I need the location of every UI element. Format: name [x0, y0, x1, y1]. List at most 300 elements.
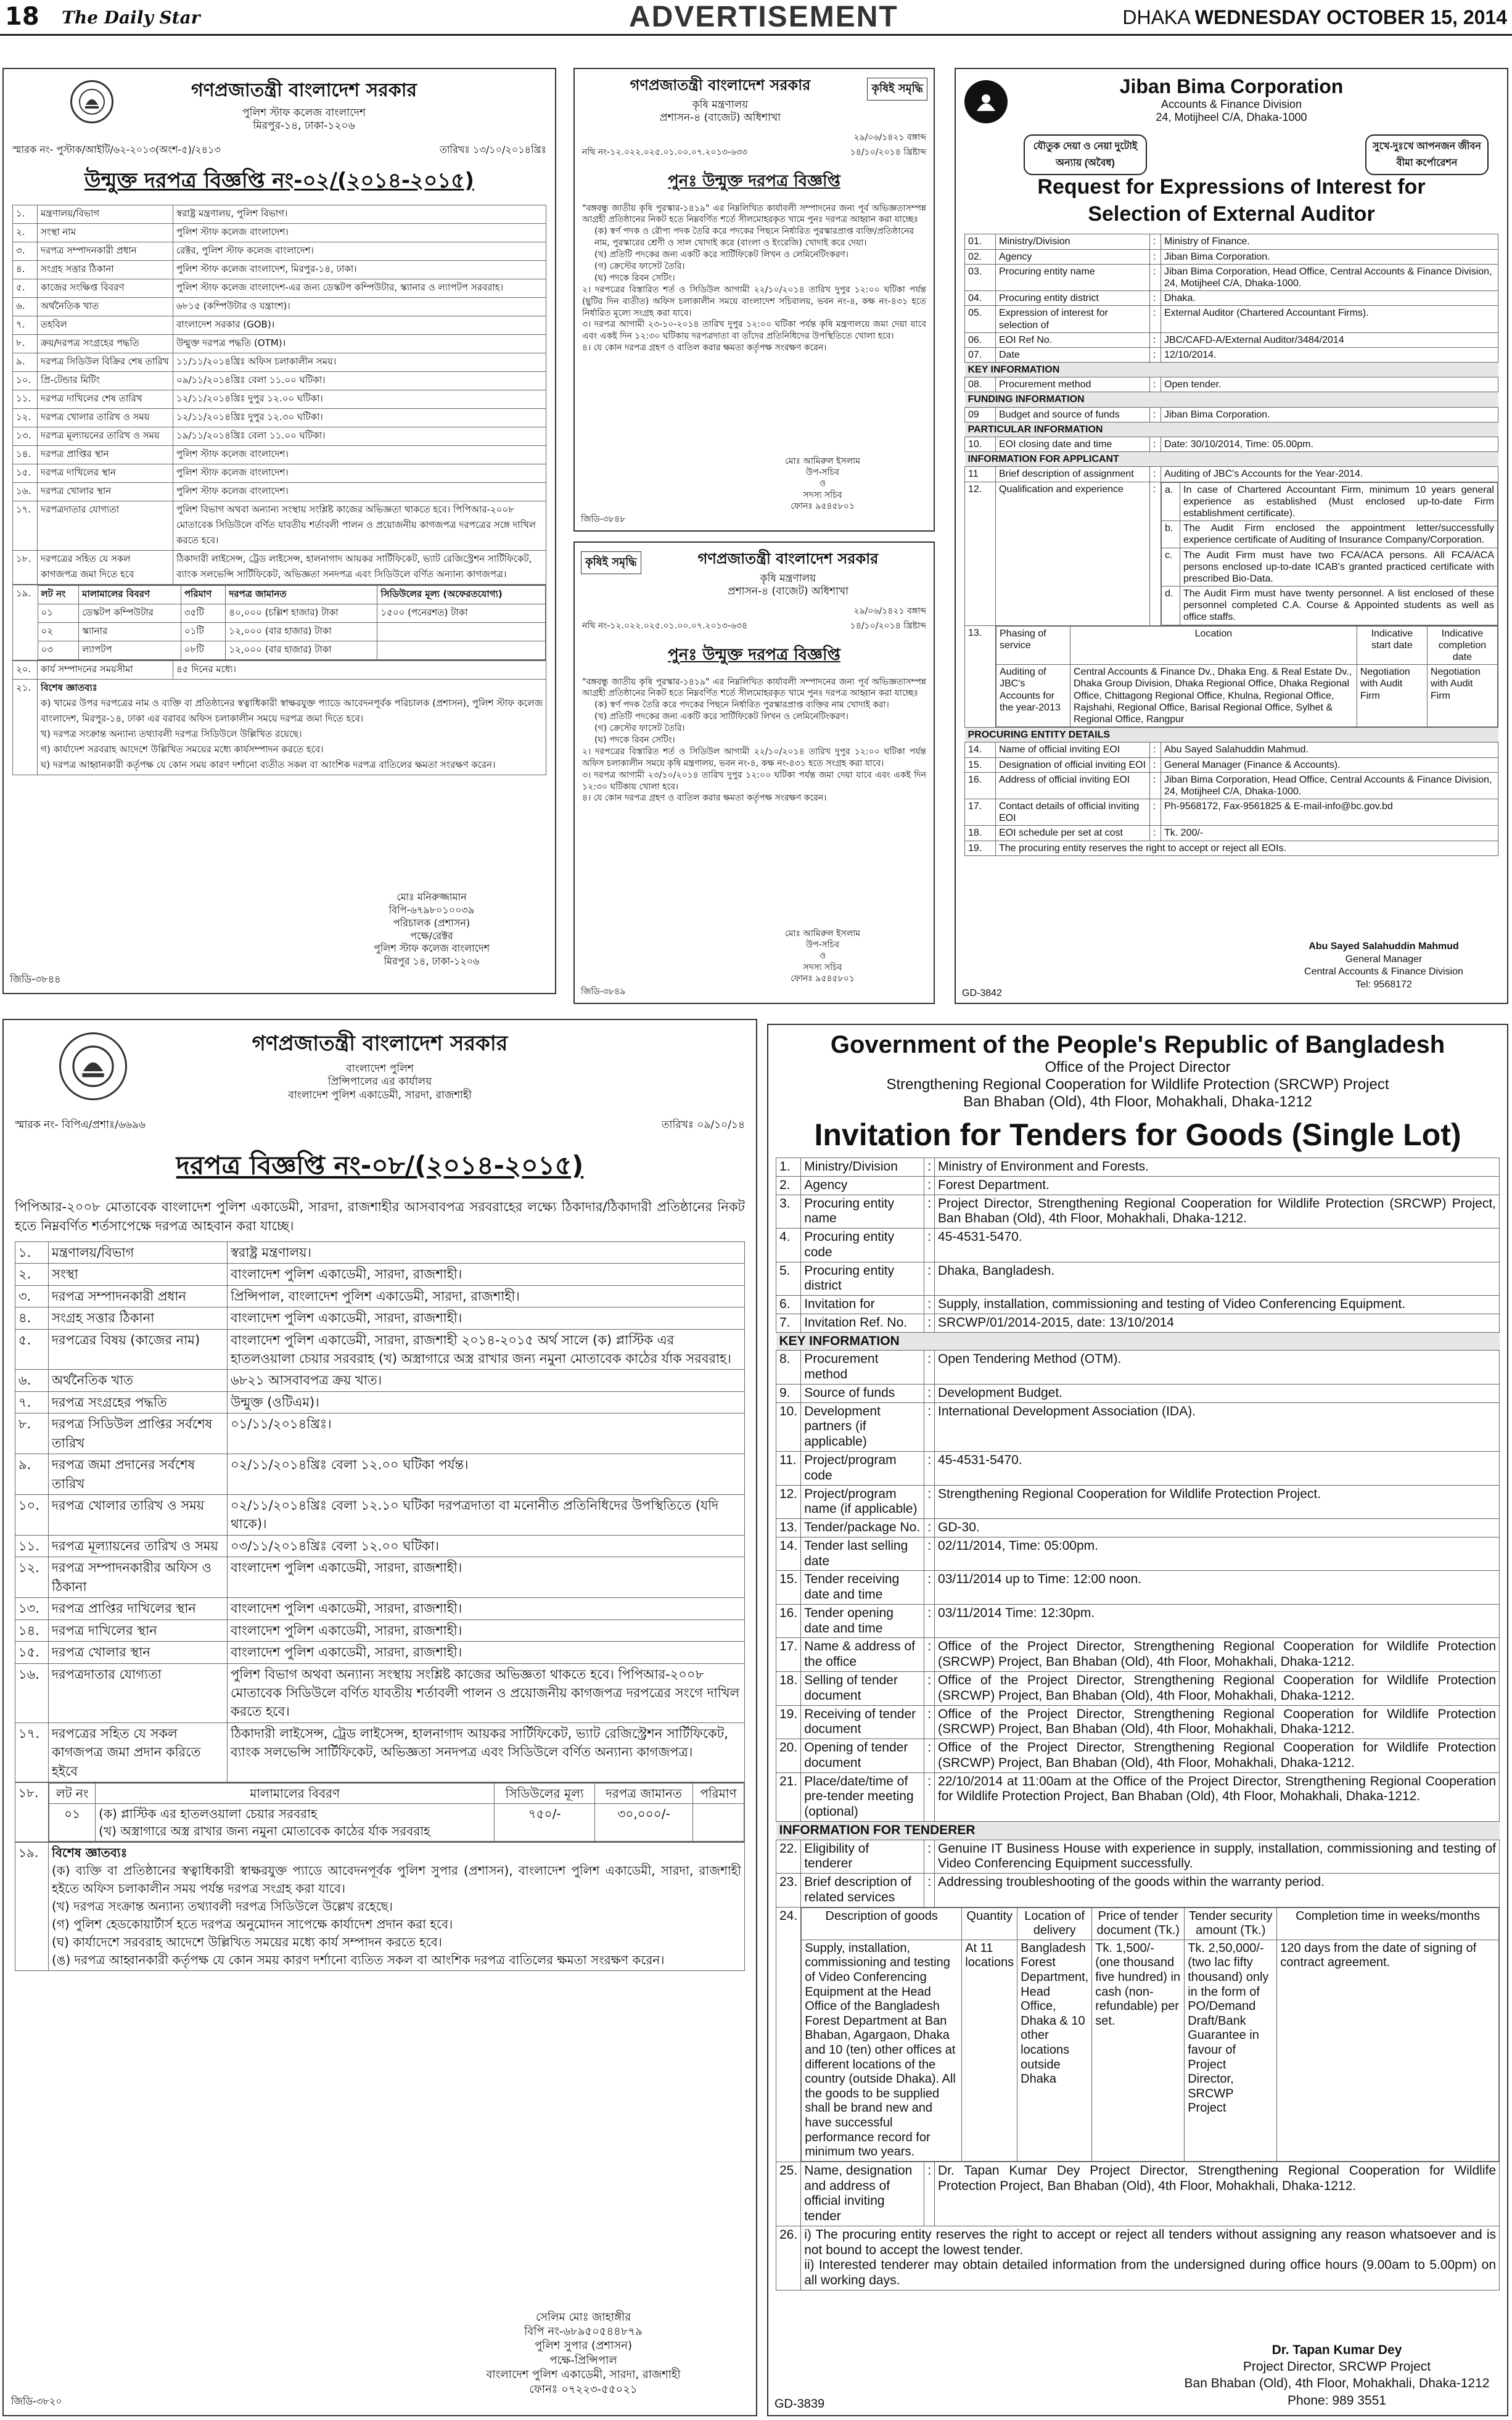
lot-cell: ১২,০০০ (বার হাজার) টাকা [226, 622, 377, 641]
table-row [15, 1391, 745, 1413]
lot-cell [96, 1804, 495, 1842]
row-colon: : [924, 1537, 935, 1571]
lot-table [12, 585, 546, 661]
row-label: মন্ত্রণালয়/বিভাগ [38, 205, 173, 223]
note-item: খ) দরপত্র সংক্রান্ত অন্যান্য তথ্যাবলী দরপত্র সিডিউলে উল্লিখিত রয়েছে। [41, 728, 302, 739]
table-row [965, 826, 1498, 841]
office-address: Ban Bhaban (Old), 4th Floor, Mohakhali, Dhaka-1212 [963, 1093, 1312, 1110]
row-number: ১০. [13, 371, 38, 390]
dateline [1122, 6, 1507, 29]
ad-code: জিডি-৩৮৪৮ [581, 514, 626, 524]
row-colon: : [1150, 757, 1161, 772]
row-value: Office of the Project Director, Strengthening Regional Cooperation for Wildlife Protection (SRCWP) Project, Ban Bhaban (Old), 4th Floor, Mohakhali, Dhaka-1212. [935, 1638, 1500, 1672]
row-number: ৭. [15, 1391, 49, 1413]
govt-emblem-icon [59, 1032, 127, 1100]
row-label: দরপত্র দাখিলের শেষ তারিখ [38, 390, 173, 408]
memo-date: তারিখঃ ১৩/১০/২০১৪খ্রিঃ [439, 143, 546, 155]
row-number: ২০. [13, 661, 38, 679]
lot-header-cell: লট নং [49, 1784, 96, 1804]
term-item: ii) Interested tenderer may obtain detailed information from the undersigned during office hours (9.00am to 5.00pm) on all working days. [804, 2258, 1496, 2288]
lot-header-cell: পরিমাণ [181, 585, 226, 604]
table-row [15, 1642, 745, 1663]
row-number: ২. [15, 1264, 49, 1285]
ref-line [582, 145, 926, 160]
section-heading-row [776, 1821, 1500, 1840]
table-row [776, 1176, 1500, 1195]
row-number: ১৬. [15, 1663, 49, 1722]
notice-title: উন্মুক্ত দরপত্র বিজ্ঞপ্তি নং-০২/(২০১৪-২০১৫) [84, 168, 474, 193]
ad-srcwp-tender [767, 1024, 1508, 2416]
lot-cell [377, 622, 546, 641]
tender-table [776, 1158, 1500, 2290]
row-value: ১২/১১/২০১৪খ্রিঃ দুপুর ১২.০০ ঘটিকা। [173, 390, 546, 408]
govt-name: Government of the People's Republic of Bangladesh [830, 1031, 1445, 1058]
row-colon: : [924, 1638, 935, 1672]
row-label: মন্ত্রণালয়/বিভাগ [49, 1241, 228, 1263]
row-number: ১. [13, 205, 38, 223]
row-number: 18. [965, 826, 996, 841]
lot-cell: ০১টি [181, 622, 226, 641]
signature-line: মিরপুর ১৪, ঢাকা-১২০৬ [384, 955, 480, 968]
paragraph: ৪। যে কোন দরপত্র গ্রহণ ও বাতিল করার ক্ষমতা কর্তৃপক্ষ সংরক্ষণ করেন। [582, 343, 827, 353]
ad-code: জিডি-৩৮৪৪ [10, 973, 61, 985]
row-value: ০২/১১/২০১৪খ্রিঃ বেলা ১২.১০ ঘটিকা দরপত্রদাতা বা মনোনীত প্রতিনিধিদের উপস্থিতিতে (যদি থাকে)। [228, 1495, 745, 1536]
ad-header [776, 1031, 1500, 1111]
row-label: Procuring entity district [801, 1262, 924, 1296]
list-item: (খ) প্রতিটি পদকের জন্য একটি করে সার্টিফিকেট লিখন ও লেমিনেটিংকরণ। [594, 250, 848, 260]
signature-line: Tel: 9568172 [1355, 979, 1412, 990]
ad-header [964, 75, 1498, 124]
signature-line: উপ-সচিব [805, 467, 840, 478]
row-label: দরপত্র সম্পাদনকারী প্রধান [38, 242, 173, 260]
ref-line [582, 619, 926, 633]
row-label: দরপত্রদাতার যোগ্যতা [38, 501, 173, 550]
row-colon: : [924, 2162, 935, 2226]
slogan-badge: কৃষিই সমৃদ্ধি [581, 551, 641, 574]
office-name: প্রিন্সিপালের এর কার্যালয় [327, 1076, 432, 1089]
row-number: ৩. [13, 242, 38, 260]
row-value: Ph-9568172, Fax-9561825 & E-mail-info@bc.gov.bd [1161, 799, 1498, 826]
table-row [965, 625, 1498, 728]
signature-line: সেলিম মোঃ জাহাঙ্গীর [535, 2310, 631, 2324]
row-number: 26. [776, 2226, 801, 2290]
qualification-text: The Audit Firm must have two FCA/ACA persons. All FCA/ACA persons enclosed up-to-date ICAB's granted practiced certificate with prescribed Bio-Data. [1180, 548, 1498, 586]
notes-list [52, 1862, 741, 1969]
row-number: ১১. [15, 1535, 49, 1557]
table-row [15, 1722, 745, 1782]
row-label: দরপত্রের সহিত যে সকল কাগজপত্র জমা প্রদান করিতে হইবে [49, 1722, 228, 1782]
row-value: Project Director, Strengthening Regional Cooperation for Wildlife Protection (SRCWP) Project, Ban Bhaban (Old), 4th Floor, Mohakhali, Dhaka-1212. [935, 1195, 1500, 1229]
row-colon: : [924, 1772, 935, 1821]
org-address: 24, Motijheel C/A, Dhaka-1000 [1156, 111, 1307, 123]
row-value: রেক্টর, পুলিশ স্টাফ কলেজ বাংলাদেশ। [173, 242, 546, 260]
row-value: Ministry of Finance. [1161, 234, 1498, 249]
row-number: 14. [965, 743, 996, 757]
ad-header [582, 74, 858, 125]
lot-table [15, 1782, 745, 1842]
table-row [15, 1620, 745, 1641]
row-value: বাংলাদেশ পুলিশ একাডেমী, সারদা, রাজশাহী। [228, 1264, 745, 1285]
table-row [13, 464, 546, 482]
goods-head: Description of goods [802, 1908, 962, 1940]
row-value: GD-30. [935, 1519, 1500, 1537]
row-number: 16. [776, 1604, 801, 1638]
date-gregorian: ১৪/১০/২০১৪ খ্রিষ্টাব্দ [850, 147, 926, 157]
row-value: পুলিশ স্টাফ কলেজ বাংলাদেশ, মিরপুর-১৪, ঢাকা। [173, 260, 546, 279]
signature-line: মোঃ আমিরুল ইসলাম [785, 929, 860, 939]
notice-table-tail [12, 661, 546, 775]
row-colon: : [924, 1229, 935, 1262]
row-colon: : [924, 1158, 935, 1177]
phasing-row [996, 665, 1498, 727]
row-number: 15. [776, 1571, 801, 1605]
academy-address: বাংলাদেশ পুলিশ একাডেমী, সারদা, রাজশাহী [288, 1089, 472, 1101]
list-item: (ক) স্বর্ণ পদক তৈরি করে পদকের পিছনে নির্ধারিত পুরস্কারপ্রাপ্ত ব্যক্তির নাম খোদাই করা। [594, 700, 889, 710]
notice-table [12, 205, 546, 585]
row-colon: : [1150, 249, 1161, 264]
row-number: ১৭. [13, 501, 38, 550]
row-value: ১১/১১/২০১৪খ্রিঃ অফিস চলাকালীন সময়। [173, 353, 546, 371]
goods-head: Completion time in weeks/months [1277, 1908, 1499, 1940]
row-label: Tender receiving date and time [801, 1571, 924, 1605]
row-colon: : [924, 1705, 935, 1739]
row-value: Office of the Project Director, Strengthening Regional Cooperation for Wildlife Protection (SRCWP) Project, Ban Bhaban (Old), 4th Floor, Mohakhali, Dhaka-1212. [935, 1739, 1500, 1773]
row-colon: : [924, 1874, 935, 1908]
row-label: Name, designation and address of official inviting tender [801, 2162, 924, 2226]
row-label: তহবিল [38, 316, 173, 334]
terms-block [801, 2226, 1500, 2290]
notice-title: Request for Expressions of Interest for Selection of External Auditor [1037, 175, 1426, 226]
row-label: প্রি-টেন্ডার মিটিং [38, 371, 173, 390]
notes-title: বিশেষ জ্ঞাতব্যঃ [41, 681, 97, 693]
govt-name: গণপ্রজাতন্ত্রী বাংলাদেশ সরকার [191, 80, 417, 101]
lot-cell: ০১ [49, 1804, 96, 1842]
table-row [13, 297, 546, 316]
lot-subtable [49, 1783, 744, 1842]
table-row [13, 550, 546, 584]
row-label: Project/program name (if applicable) [801, 1485, 924, 1519]
row-number: 12. [965, 482, 996, 625]
row-label: সংস্থা [49, 1264, 228, 1285]
row-label: Budget and source of funds [996, 407, 1150, 422]
org-address: মিরপুর-১৪, ঢাকা-১২০৬ [253, 120, 355, 133]
lot-cell: ০৮টি [181, 641, 226, 659]
eoi-table [964, 234, 1498, 855]
paragraph: ৩। দরপত্র আগামী ২৩/১০/২০১৪ তারিখ দুপুর ১২:০০ ঘটিকা পর্যন্ত জমা দেয়া যাবে এবং একই দিন ১২:৩০ ঘটিকায় খোলা হবে। [582, 770, 926, 792]
table-row [15, 1370, 745, 1391]
section-heading-row [965, 392, 1498, 407]
row-number: ৮. [13, 334, 38, 353]
table-row [965, 437, 1498, 452]
row-label: দরপত্র জমা প্রদানের সর্বশেষ তারিখ [49, 1454, 228, 1495]
row-label: Name of official inviting EOI [996, 743, 1150, 757]
row-number: 13. [776, 1519, 801, 1537]
table-row [776, 1384, 1500, 1402]
row-number: ১৪. [15, 1620, 49, 1641]
qualification-text: The Audit Firm must have twenty personnel. A list enclosed of these personnel completed C.A. Course & Appointed students as well as office staffs. [1180, 586, 1498, 625]
row-label: Project/program code [801, 1452, 924, 1486]
table-row [965, 407, 1498, 422]
ref-line [15, 1117, 745, 1134]
table-row [965, 841, 1498, 855]
row-label: Place/date/time of pre-tender meeting (optional) [801, 1772, 924, 1821]
row-number: 25. [776, 2162, 801, 2226]
row-value: 45-4531-5470. [935, 1229, 1500, 1262]
row-value: 03/11/2014 up to Time: 12:00 noon. [935, 1571, 1500, 1605]
row-number: 13. [965, 625, 996, 728]
note-item: ক) খামের উপর দরপত্রের নাম ও ব্যক্তি বা প্রতিষ্ঠানের স্বত্বাধিকারী স্বাক্ষরযুক্ত প্যাডে আবেদনপূর্বক পরিচালক (প্রশাসন), পুলিশ স্টাফ কলেজ বাংলাদেশ, মিরপুর-১৪, ঢাকা এর বরাবর অফিস চলাকালীন সময়ে দরপত্র জমা দিতে হবে। [41, 697, 543, 724]
row-label: Opening of tender document [801, 1739, 924, 1773]
row-value: ৪৫ দিনের মধ্যে। [173, 661, 546, 679]
row-value: বাংলাদেশ পুলিশ একাডেমী, সারদা, রাজশাহী। [228, 1598, 745, 1620]
note-item: গ) কার্যাদেশ সরবরাহ আদেশে উল্লিখিত সময়ের মধ্যে কার্যসম্পাদন করতে হবে। [41, 743, 324, 755]
row-number: ১৭. [15, 1722, 49, 1782]
section-name: প্রশাসন-৪ (বাজেট) অধিশাখা [727, 585, 849, 598]
row-value: Jiban Bima Corporation, Head Office, Central Accounts & Finance Division, 24, Motijheel C/A, Dhaka-1000. [1161, 264, 1498, 290]
table-row [776, 1158, 1500, 1177]
row-number: 01. [965, 234, 996, 249]
row-value: Abu Sayed Salahuddin Mahmud. [1161, 743, 1498, 757]
memo-number: স্মারক নং- পুস্টাক/আইটি/৬২-২০১৩(অংশ-৫)/২৪১৩ [12, 143, 221, 155]
dateline-date: WEDNESDAY OCTOBER 15, 2014 [1194, 6, 1507, 28]
row-value: বাংলাদেশ পুলিশ একাডেমী, সারদা, রাজশাহী ২০১৪-২০১৫ অর্থ সালে (ক) প্লাস্টিক এর হাতলওয়ালা চেয়ার সরবরাহ (খ) অস্ত্রাগারে অস্ত্র রাখার জন্য নমুনা মোতাবেক কাঠের র্যাক সরবরাহ। [228, 1329, 745, 1370]
row-number: 11 [965, 467, 996, 482]
note-item: (ক) ব্যক্তি বা প্রতিষ্ঠানের স্বত্বাধিকারী স্বাক্ষরযুক্ত প্যাডে আবেদনপূর্বক পুলিশ সুপার (প্রশাসন), বাংলাদেশ পুলিশ একাডেমী, সারদা, রাজশাহী হইতে অফিস চলাকালীন সময় পর্যন্ত দরপত্র সংগ্রহ করা যাবে। [52, 1863, 741, 1896]
row-number: ৮. [15, 1414, 49, 1454]
row-value: ০১/১১/২০১৪খ্রিঃ। [228, 1414, 745, 1454]
row-colon: : [924, 1296, 935, 1314]
row-colon: : [924, 1840, 935, 1874]
row-number: 6. [776, 1296, 801, 1314]
table-row [13, 205, 546, 223]
table-row [776, 1638, 1500, 1672]
row-value: SRCWP/01/2014-2015, date: 13/10/2014 [935, 1314, 1500, 1332]
list-item: (ক) স্বর্ণ পদক ও রৌপ্য পদক তৈরি করে পদকের পিছনে নির্ধারিত পুরস্কারপ্রাপ্ত ব্যক্তি/প্রতিষ্ঠানের নাম, পুরস্কারের শ্রেণী ও সাল খোদাই করে (বাংলা ও ইংরেজি) খোদাই করে দেয়া। [594, 226, 914, 249]
row-value: ৬৮১৫ (কম্পিউটার ও যন্ত্রাংশ)। [173, 297, 546, 316]
goods-block [801, 1907, 1500, 2162]
ad-police-academy [2, 1019, 757, 2416]
section-title: ADVERTISEMENT [629, 1, 898, 33]
lot-cell: ৩৫টি [181, 604, 226, 622]
table-row [965, 306, 1498, 332]
row-label: Agency [996, 249, 1150, 264]
section-heading-row [965, 363, 1498, 377]
table-row [15, 1414, 745, 1454]
section-heading-row [965, 452, 1498, 467]
row-colon: : [924, 1571, 935, 1605]
row-label: Ministry/Division [996, 234, 1150, 249]
phasing-table [996, 626, 1498, 728]
row-label: দরপত্র খোলার স্থান [49, 1642, 228, 1663]
row-value: ০৩/১১/২০১৪খ্রিঃ বেলা ১২.০০ ঘটিকা। [228, 1535, 745, 1557]
paragraphs [582, 746, 926, 804]
row-number: ১৮. [13, 550, 38, 584]
table-row [13, 223, 546, 242]
row-value: বাংলাদেশ পুলিশ একাডেমী, সারদা, রাজশাহী। [228, 1307, 745, 1329]
table-row [776, 1485, 1500, 1519]
row-label: Receiving of tender document [801, 1705, 924, 1739]
row-value: ০৯/১১/২০১৪খ্রিঃ বেলা ১১.০০ ঘটিকা। [173, 371, 546, 390]
row-number: ১৬. [13, 482, 38, 501]
signature-line: বাংলাদেশ পুলিশ একাডেমী, সারদা, রাজশাহী [486, 2368, 681, 2382]
table-row [776, 1296, 1500, 1314]
qualification-letter: c. [1162, 548, 1180, 586]
goods-cell: Bangladesh Forest Department, Head Office, Dhaka & 10 other locations outside Dhaka [1017, 1940, 1092, 2161]
row-colon: : [924, 1384, 935, 1402]
row-number: ১০. [15, 1495, 49, 1536]
lot-cell [693, 1804, 744, 1842]
row-number: 20. [776, 1739, 801, 1773]
row-number: 7. [776, 1314, 801, 1332]
table-row [13, 353, 546, 371]
intro-text: পিপিআর-২০০৮ মোতাবেক বাংলাদেশ পুলিশ একাডেমী, সারদা, রাজশাহীর আসবাবপত্র সরবরাহের লক্ষ্যে ঠিকাদার/ঠিকাদারী প্রতিষ্ঠানের নিকট হতে নিম্নবর্ণিত শর্তসাপেক্ষে দরপত্র আহবান করা যাচ্ছে। [15, 1199, 745, 1234]
table-row [776, 1519, 1500, 1537]
row-number: 14. [776, 1537, 801, 1571]
row-number: 18. [776, 1671, 801, 1705]
row-value: পুলিশ স্টাফ কলেজ বাংলাদেশ-এর জন্য ডেস্কটপ কম্পিউটার, স্ক্যানার ও ল্যাপটপ সরবরাহ। [173, 279, 546, 297]
row-value: প্রিন্সিপাল, বাংলাদেশ পুলিশ একাডেমী, সারদা, রাজশাহী। [228, 1285, 745, 1307]
note-item: (খ) দরপত্র সংক্রান্ত অন্যান্য তথ্যাবলী দরপত্র সিডিউলে উল্লেখ রহেছে। [52, 1899, 393, 1914]
table-row [965, 772, 1498, 799]
qualification-row [1162, 521, 1498, 548]
table-row [13, 334, 546, 353]
row-value: Dhaka. [1161, 291, 1498, 306]
row-number: ১২. [15, 1557, 49, 1598]
row-label: কাজের সংক্ষিপ্ত বিবরণ [38, 279, 173, 297]
table-row [776, 1351, 1500, 1385]
row-number: 08. [965, 377, 996, 392]
signature-line: ও [819, 479, 826, 489]
org-name: পুলিশ স্টাফ কলেজ বাংলাদেশ [242, 107, 366, 119]
ad-header [650, 548, 926, 599]
signature-line: পুলিশ সুপার (প্রশাসন) [534, 2339, 633, 2353]
memo-date: তারিখঃ ০৯/১০/১৪ [661, 1118, 745, 1131]
row-value: স্বরাষ্ট্র মন্ত্রণালয়, পুলিশ বিভাগ। [173, 205, 546, 223]
notes-list [41, 696, 543, 773]
signature-line: Abu Sayed Salahuddin Mahmud [1309, 940, 1459, 952]
row-value: Open Tendering Method (OTM). [935, 1351, 1500, 1385]
govt-name: গণপ্রজাতন্ত্রী বাংলাদেশ সরকার [252, 1031, 508, 1056]
table-row [776, 1705, 1500, 1739]
row-number: 21. [776, 1772, 801, 1821]
lot-cell: ১২,০০০ (বার হাজার) টাকা [226, 641, 377, 659]
row-value: Open tender. [1161, 377, 1498, 392]
table-row [13, 445, 546, 464]
row-value: ০২/১১/২০১৪খ্রিঃ বেলা ১২.০০ ঘটিকা পর্যন্ত। [228, 1454, 745, 1495]
row-number: 23. [776, 1874, 801, 1908]
office-name: Office of the Project Director [1045, 1059, 1231, 1076]
lot-row [38, 604, 546, 622]
row-colon: : [1150, 264, 1161, 290]
row-value: Office of the Project Director, Strengthening Regional Cooperation for Wildlife Protection (SRCWP) Project, Ban Bhaban (Old), 4th Floor, Mohakhali, Dhaka-1212. [935, 1705, 1500, 1739]
row-number: 19. [965, 841, 996, 855]
row-number: ৫. [15, 1329, 49, 1370]
table-row [15, 1264, 745, 1285]
phasing-head: Indicative start date [1357, 626, 1427, 665]
row-value: বাংলাদেশ সরকার (GOB)। [173, 316, 546, 334]
row-number: 3. [776, 1195, 801, 1229]
row-colon: : [924, 1176, 935, 1195]
row-label: Ministry/Division [801, 1158, 924, 1177]
row-value: Forest Department. [935, 1176, 1500, 1195]
row-label: EOI schedule per set at cost [996, 826, 1150, 841]
lot-row-number: ১৯. [13, 585, 38, 660]
row-value: পুলিশ বিভাগ অথবা অন্যান্য সংস্থায় সংশ্লিষ্ট কাজের অভিজ্ঞতা থাকতে হবে। পিপিআর-২০০৮ মোতাবেক সিডিউলে বর্ণিত যাবতীয় শর্তাবলী পালন ও প্রয়োজনীয় কাগজপত্র দরপত্রের সংগে দাখিল করতে হবে। [228, 1663, 745, 1722]
qualification-text: The Audit Firm enclosed the appointment letter/successfully experience certificate of Auditing of Insurance Company/Corporation. [1180, 521, 1498, 548]
signature-block [448, 2310, 719, 2397]
table-row [776, 1671, 1500, 1705]
row-label: Selling of tender document [801, 1671, 924, 1705]
table-row [965, 743, 1498, 757]
row-colon: : [924, 1402, 935, 1451]
items-list [594, 226, 926, 284]
row-number: ৫. [13, 279, 38, 297]
ref-line [12, 142, 546, 158]
signature-line: সদস্য সচিব [803, 490, 842, 500]
row-number: 04. [965, 291, 996, 306]
row-value: Jiban Bima Corporation. [1161, 249, 1498, 264]
section-heading-row [776, 1332, 1500, 1351]
signature-line: Dr. Tapan Kumar Dey [1272, 2342, 1402, 2357]
lot-header-cell: দরপত্র জামানত [595, 1784, 693, 1804]
table-row [15, 1535, 745, 1557]
table-row [15, 1557, 745, 1598]
row-label: অর্থনৈতিক খাত [49, 1370, 228, 1391]
row-label: অর্থনৈতিক খাত [38, 297, 173, 316]
qualification-table [1161, 482, 1498, 625]
slogan-right: সুখে-দুঃখে আপনজন জীবন বীমা কর্পোরেশন [1365, 134, 1489, 175]
row-number: ১৩. [15, 1598, 49, 1620]
row-colon: : [924, 1351, 935, 1385]
row-number: 17. [965, 799, 996, 826]
table-row [776, 1840, 1500, 1874]
signature-line: পুলিশ স্টাফ কলেজ বাংলাদেশ [373, 942, 490, 955]
phasing-location: Central Accounts & Finance Dv., Dhaka Eng. & Real Estate Dv., Dhaka Group Division, Dhaka Regional Office, Dhaka Regional Office, Chittagong Regional Office, Khulna, Regional Office, Rajshahi, Regional Office, Barisal Regional Office, Sylhet & Regional Office, Rangpur [1070, 665, 1357, 727]
division-name: Accounts & Finance Division [1161, 98, 1302, 110]
row-value: উন্মুক্ত দরপত্র পদ্ধতি (OTM)। [173, 334, 546, 353]
row-label: সংস্থা নাম [38, 223, 173, 242]
signature-line: পক্ষে-প্রিন্সিপাল [549, 2353, 617, 2367]
row-colon: : [1150, 306, 1161, 332]
table-row [13, 242, 546, 260]
lot-header-row [38, 585, 546, 604]
table-row [965, 467, 1498, 482]
signature-line: বিপি-৬৭৯৮০১০০৩৯ [388, 904, 475, 916]
org-name: বাংলাদেশ পুলিশ [346, 1063, 414, 1075]
qualification-letter: b. [1162, 521, 1180, 548]
file-number: নথি নং-১২.০২২.০২৫.০১.০০.০৭.২০১৩-৬৩৪ [582, 620, 748, 631]
row-number: ২. [13, 223, 38, 242]
paragraphs [582, 284, 926, 354]
row-colon: : [924, 1519, 935, 1537]
row-label: Procurement method [996, 377, 1150, 392]
lot-header-cell: মালামালের বিবরণ [79, 585, 181, 604]
row-value: Office of the Project Director, Strengthening Regional Cooperation for Wildlife Protection (SRCWP) Project, Ban Bhaban (Old), 4th Floor, Mohakhali, Dhaka-1212. [935, 1671, 1500, 1705]
row-number: ১৩. [13, 427, 38, 445]
row-number: 2. [776, 1176, 801, 1195]
row-number: 16. [965, 772, 996, 799]
row-colon: : [1150, 291, 1161, 306]
masthead [0, 0, 1512, 36]
goods-cell: 120 days from the date of signing of contract agreement. [1277, 1940, 1499, 2161]
table-row [15, 1495, 745, 1536]
row-number: 11. [776, 1452, 801, 1486]
row-value: 03/11/2014 Time: 12:30pm. [935, 1604, 1500, 1638]
row-number: 17. [776, 1638, 801, 1672]
phasing-service: Auditing of JBC's Accounts for the year-2013 [996, 665, 1070, 727]
row-number: 15. [965, 757, 996, 772]
table-row [776, 1772, 1500, 1821]
